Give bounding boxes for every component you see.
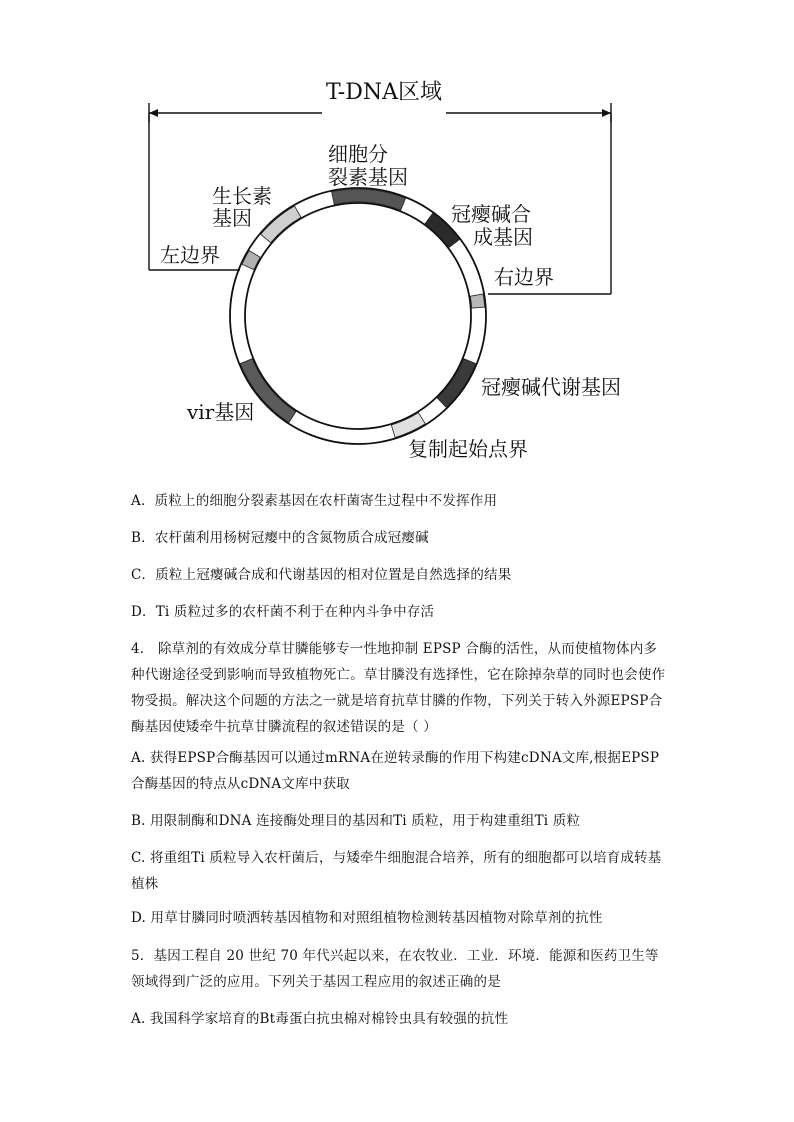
q3-option-a: A．质粒上的细胞分裂素基因在农杆菌寄生过程中不发挥作用: [131, 493, 498, 509]
q3-option-d: D．Ti 质粒过多的农杆菌不利于在种内斗争中存活: [131, 604, 435, 620]
tdna-arrow-right: [602, 109, 611, 117]
tdna-label: T-DNA区域: [325, 80, 443, 105]
label-opine-synthesis-line1: 冠瘿碱合: [451, 202, 531, 226]
cell-division-gene-segment: [332, 189, 406, 210]
gene-segments: [240, 189, 484, 437]
label-cell-division-line2: 裂素基因: [328, 165, 408, 189]
label-right-border: 右边界: [494, 265, 554, 289]
label-cell-division-line1: 细胞分: [328, 142, 388, 166]
label-left-border: 左边界: [160, 243, 220, 267]
label-opine-synthesis-line2: 成基因: [473, 225, 533, 249]
label-opine-metabolism: 冠瘿碱代谢基因: [481, 375, 621, 399]
q5-stem: 5．基因工程自 20 世纪 70 年代兴起以来，在农牧业．工业．环境．能源和医药卫生等领域得到广泛的应用。下列关于基因工程应用的叙述正确的是: [131, 948, 659, 990]
right-border-segment: [470, 294, 484, 308]
q4-option-b: B. 用限制酶和DNA 连接酶处理目的基因和Ti 质粒，用于构建重组Ti 质粒: [131, 813, 581, 829]
q3-option-c: C．质粒上冠瘿碱合成和代谢基因的相对位置是自然选择的结果: [131, 567, 512, 583]
label-auxin-line2: 基因: [212, 206, 252, 230]
ti-plasmid-diagram: [0, 0, 794, 470]
q4-option-d: D. 用草甘膦同时喷洒转基因植物和对照组植物检测转基因植物对除草剂的抗性: [131, 910, 603, 926]
opine-metabolism-gene-segment: [437, 359, 476, 408]
auxin-gene-segment: [261, 206, 301, 243]
q4-option-c: C. 将重组Ti 质粒导入农杆菌后，与矮牵牛细胞混合培养，所有的细胞都可以培育成转基植株: [131, 850, 662, 892]
label-auxin-line1: 生长素: [212, 184, 272, 208]
q5-option-a: A. 我国科学家培育的Bt毒蛋白抗虫棉对棉铃虫具有较强的抗性: [131, 1011, 509, 1027]
label-vir: vir基因: [187, 400, 255, 424]
q4-stem: 4． 除草剂的有效成分草甘膦能够专一性地抑制 EPSP 合酶的活性，从而使植物体内多种代谢途径受到影响而导致植物死亡。草甘膦没有选择性，它在除掉杂草的同时也会使作物受损。解决这个问题的方法之一就是培育抗草甘膦的作物，下列关于转入外源EPSP合酶基因使矮牵牛抗草甘膦流程的叙述错误的是（ ）: [131, 641, 666, 735]
tdna-arrow-left: [149, 109, 158, 117]
left-border-segment: [242, 251, 260, 270]
q4-option-a: A. 获得EPSP合酶基因可以通过mRNA在逆转录酶的作用下构建cDNA文库,根据EPSP合酶基因的特点从cDNA文库中获取: [131, 750, 660, 792]
q3-option-b: B．农杆菌利用杨树冠瘿中的含氮物质合成冠瘿碱: [131, 530, 429, 546]
label-origin: 复制起始点界: [408, 437, 528, 461]
